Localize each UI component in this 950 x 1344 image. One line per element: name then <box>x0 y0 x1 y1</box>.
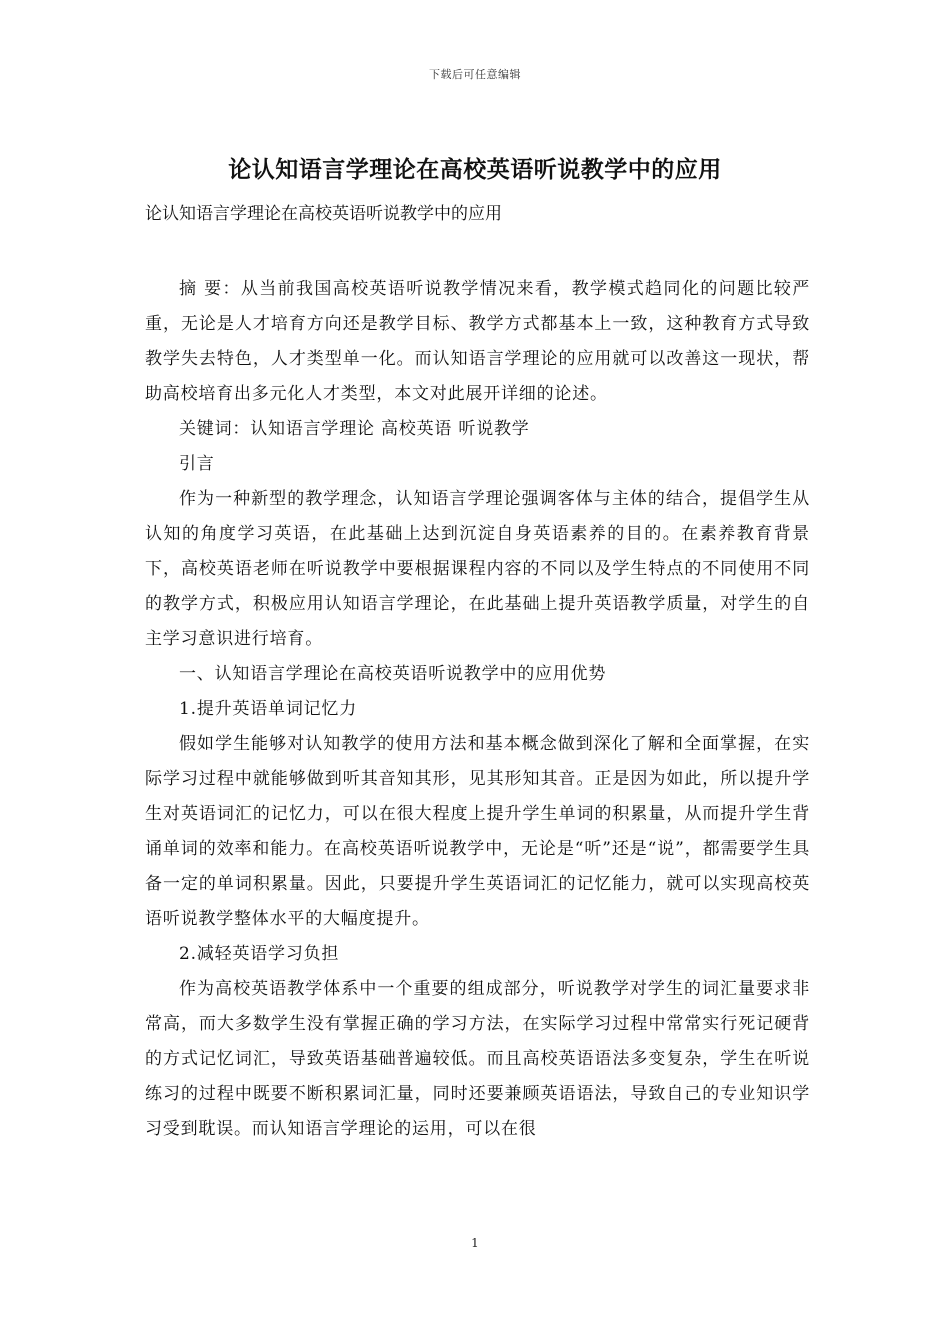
abstract-paragraph: 摘 要：从当前我国高校英语听说教学情况来看，教学模式趋同化的问题比较严重，无论是人才培育方向还是教学目标、教学方式都基本上一致，这种教育方式导致教学失去特色，人才类型单一化。而认知语言学理论的应用就可以改善这一现状，帮助高校培育出多元化人才类型，本文对此展开详细的论述。 <box>145 279 810 404</box>
section-heading-1: 一、认知语言学理论在高校英语听说教学中的应用优势 <box>179 664 607 684</box>
intro-paragraph: 作为一种新型的教学理念，认知语言学理论强调客体与主体的结合，提倡学生从认知的角度学习英语，在此基础上达到沉淀自身英语素养的目的。在素养教育背景下，高校英语老师在听说教学中要根据课程内容的不同以及学生特点的不同使用不同的教学方式，积极应用认知语言学理论，在此基础上提升英语教学质量，对学生的自主学习意识进行培育。 <box>145 489 810 649</box>
page-number: 1 <box>471 1236 479 1250</box>
header-note: 下载后可任意编辑 <box>429 68 521 81</box>
document-subtitle: 论认知语言学理论在高校英语听说教学中的应用 <box>145 204 502 224</box>
document-title: 论认知语言学理论在高校英语听说教学中的应用 <box>228 156 722 183</box>
intro-heading: 引言 <box>179 454 215 474</box>
body-content <box>145 272 810 1147</box>
subsection-heading-2: 2.减轻英语学习负担 <box>179 944 340 964</box>
keywords-paragraph: 关键词：认知语言学理论 高校英语 听说教学 <box>179 419 530 439</box>
body-paragraph-1: 假如学生能够对认知教学的使用方法和基本概念做到深化了解和全面掌握，在实际学习过程中就能够做到听其音知其形，见其形知其音。正是因为如此，所以提升学生对英语词汇的记忆力，可以在很大程度上提升学生单词的积累量，从而提升学生背诵单词的效率和能力。在高校英语听说教学中，无论是“听”还是“说”，都需要学生具备一定的单词积累量。因此，只要提升学生英语词汇的记忆能力，就可以实现高校英语听说教学整体水平的大幅度提升。 <box>145 734 810 929</box>
body-paragraph-2: 作为高校英语教学体系中一个重要的组成部分，听说教学对学生的词汇量要求非常高，而大多数学生没有掌握正确的学习方法，在实际学习过程中常常实行死记硬背的方式记忆词汇，导致英语基础普遍较低。而且高校英语语法多变复杂，学生在听说练习的过程中既要不断积累词汇量，同时还要兼顾英语语法，导致自己的专业知识学习受到耽误。而认知语言学理论的运用，可以在很 <box>145 979 810 1139</box>
subsection-heading-1: 1.提升英语单词记忆力 <box>179 699 358 719</box>
